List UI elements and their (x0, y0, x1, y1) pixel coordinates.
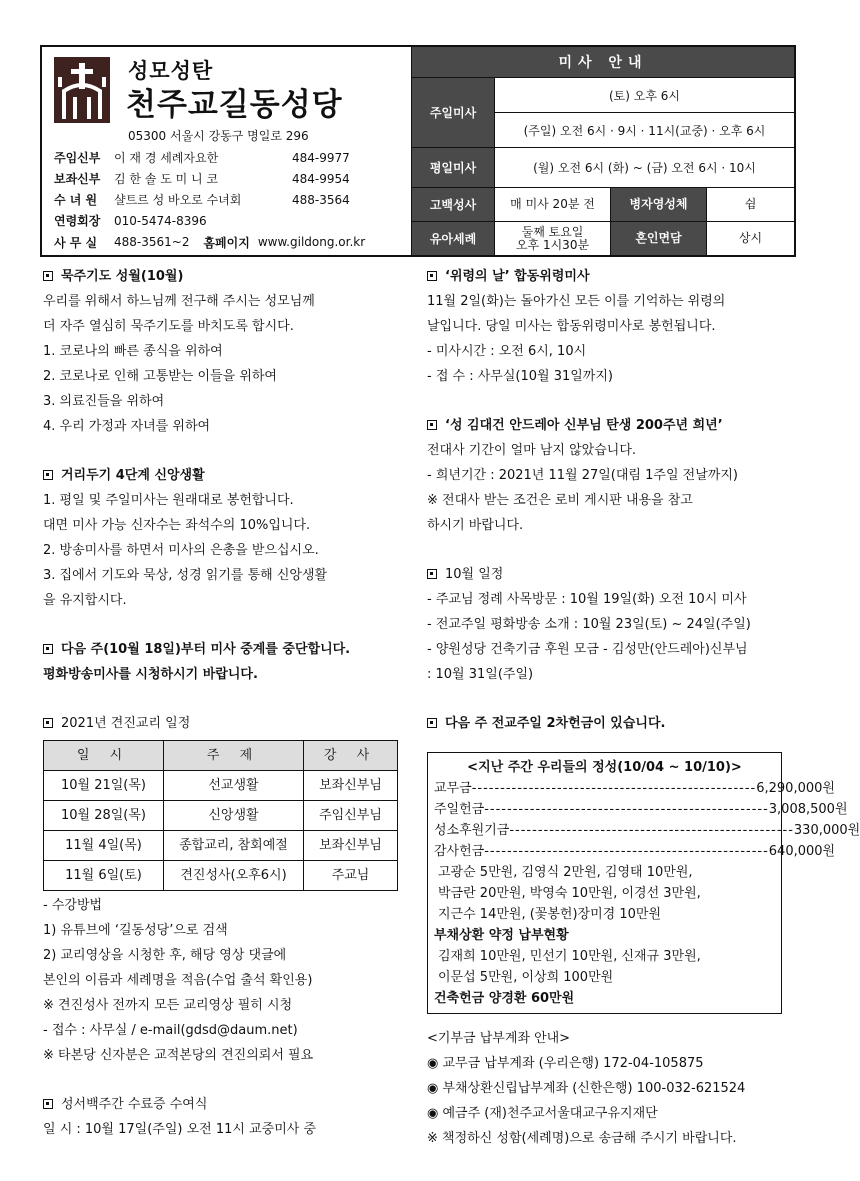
section-title (43, 1092, 403, 1117)
section-title (427, 413, 799, 438)
baptism-row (412, 221, 794, 255)
text-line: - 접 수 : 사무실(10월 31일까지) (427, 369, 613, 384)
table-cell: 주임신부님 (304, 801, 398, 831)
bible-title: 성서백주간 수료증 수여식 (61, 1097, 208, 1112)
table-row (44, 801, 398, 831)
table-header-row (44, 741, 398, 771)
baptism-label: 유아세례 (412, 222, 494, 255)
homepage-label: 홈페이지 (203, 235, 250, 250)
staff-name: 이 재 경 세례자요한 (114, 151, 219, 165)
section-title (43, 463, 403, 488)
text-line: ※ 타본당 신자분은 교적본당의 견진의뢰서 필요 (43, 1048, 314, 1063)
staff-row (54, 210, 404, 231)
confession-label: 고백성사 (412, 188, 494, 221)
church-logo-icon (54, 57, 110, 123)
square-bullet-icon (427, 718, 437, 728)
offering-line (434, 820, 860, 841)
offering-label: 성소후원기금 (434, 823, 510, 838)
account-line: ◉ 예금주 (재)천주교서울대교구유지재단 (427, 1106, 658, 1121)
marriage-label: 혼인면담 (610, 222, 706, 255)
text-line: 2. 코로나로 인해 고통받는 이들을 위하여 (43, 369, 277, 384)
staff-phone: 488-3564 (292, 192, 350, 207)
staff-phone: 484-9954 (292, 171, 350, 186)
broadcast-notice (43, 637, 403, 662)
table-cell: 주교님 (304, 861, 398, 891)
sunday-mass-row (412, 77, 794, 147)
baptism-time-line1: 둘째 토요일 (521, 224, 584, 239)
left-column (43, 264, 403, 1142)
office-row (54, 231, 404, 253)
dash-leader: -------------------------------------------------- (484, 844, 769, 859)
table-cell: 10월 21일(목) (44, 771, 164, 801)
square-bullet-icon (43, 470, 53, 480)
text-line: - 전교주일 평화방송 소개 : 10월 23일(토) ~ 24일(주일) (427, 617, 751, 632)
staff-name: 샬트르 성 바오로 수녀회 (114, 193, 242, 207)
broadcast-line2: 평화방송미사를 시청하시기 바랍니다. (43, 667, 258, 682)
text-line: 3. 의료진들을 위하여 (43, 394, 165, 409)
section-title (427, 264, 799, 289)
table-cell: 종합교리, 참회예절 (164, 831, 304, 861)
catechism-title: 2021년 견진교리 일정 (61, 716, 191, 731)
debt-line: 김재희 10만원, 민선기 10만원, 신재규 3만원, (438, 949, 701, 964)
section-title (43, 264, 403, 289)
offering-box (427, 752, 860, 1014)
offering-amount: 3,008,500원 (768, 802, 848, 817)
confession-row (412, 187, 794, 221)
parish-name: 천주교길동성당 (126, 87, 343, 123)
table-header: 주 제 (164, 741, 304, 771)
mass-schedule-title: 미사 안내 (412, 47, 794, 77)
building-fund-line: 건축헌금 양경환 60만원 (434, 991, 575, 1006)
text-line: 하시기 바랍니다. (427, 518, 524, 533)
office-phone: 488-3561~2 (114, 235, 190, 249)
table-cell: 11월 4일(목) (44, 831, 164, 861)
account-title: <기부금 납부계좌 안내> (427, 1031, 571, 1046)
table-cell: 선교생활 (164, 771, 304, 801)
offering-line (434, 799, 848, 820)
sunday-mass-label: 주일미사 (412, 78, 494, 147)
text-line: 11월 2일(화)는 돌아가신 모든 이를 기억하는 위령의 (427, 294, 726, 309)
staff-list (54, 147, 404, 253)
staff-phone: 484-9977 (292, 150, 350, 165)
square-bullet-icon (43, 644, 53, 654)
text-line: ※ 전대사 받는 조건은 로비 게시판 내용을 참고 (427, 493, 693, 508)
dash-leader: -------------------------------------------------- (484, 802, 769, 817)
table-cell: 보좌신부님 (304, 771, 398, 801)
text-line: 4. 우리 가정과 자녀를 위하여 (43, 419, 211, 434)
weekday-mass-label: 평일미사 (412, 148, 494, 187)
mass-schedule (412, 47, 794, 255)
text-line: 을 유지합시다. (43, 593, 127, 608)
text-line: ※ 견진성사 전까지 모든 교리영상 필히 시청 (43, 998, 293, 1013)
table-row (44, 771, 398, 801)
text-line: 2) 교리영상을 시청한 후, 해당 영상 댓글에 (43, 948, 287, 963)
staff-row (54, 189, 404, 210)
baptism-time (494, 222, 610, 255)
staff-name: 김 한 솔 도 미 니 코 (114, 172, 219, 186)
square-bullet-icon (43, 1099, 53, 1109)
text-line: 전대사 기간이 얼마 남지 않았습니다. (427, 443, 637, 458)
text-line: - 접수 : 사무실 / e-mail(gdsd@daum.net) (43, 1023, 298, 1038)
staff-role: 주임신부 (54, 151, 101, 165)
text-line: 1) 유튜브에 ‘길동성당’으로 검색 (43, 923, 228, 938)
bulletin-header (40, 45, 796, 257)
text-line: 우리를 위해서 하느님께 전구해 주시는 성모님께 (43, 294, 315, 309)
homepage-url[interactable]: www.gildong.or.kr (257, 235, 366, 249)
square-bullet-icon (427, 569, 437, 579)
dash-leader: -------------------------------------------------- (509, 823, 794, 838)
office-role: 사 무 실 (54, 235, 98, 250)
table-cell: 11월 6일(토) (44, 861, 164, 891)
table-cell: 보좌신부님 (304, 831, 398, 861)
table-row (44, 861, 398, 891)
square-bullet-icon (43, 271, 53, 281)
dash-leader: -------------------------------------------------- (471, 781, 757, 796)
debt-title: 부채상환 약정 납부현황 (434, 928, 569, 943)
text-line: 본인의 이름과 세례명을 적음(수업 출석 확인용) (43, 973, 313, 988)
broadcast-line1: 다음 주(10월 18일)부터 미사 중계를 중단합니다. (61, 642, 351, 657)
mission-title: 다음 주 전교주일 2차헌금이 있습니다. (445, 716, 666, 731)
table-header: 일 시 (44, 741, 164, 771)
parish-subtitle: 성모성탄 (128, 59, 214, 83)
staff-row (54, 168, 404, 189)
square-bullet-icon (427, 271, 437, 281)
staff-row (54, 147, 404, 168)
account-line: ◉ 부채상환신립납부계좌 (신한은행) 100-032-621524 (427, 1081, 746, 1096)
weekday-mass-row (412, 147, 794, 187)
memorial-title: ‘위령의 날’ 합동위령미사 (445, 269, 590, 284)
table-cell: 10월 28일(목) (44, 801, 164, 831)
account-line: ※ 책정하신 성함(세례명)으로 송금해 주시기 바랍니다. (427, 1131, 737, 1146)
text-line: 일 시 : 10월 17일(주일) 오전 11시 교중미사 중 (43, 1122, 317, 1137)
staff-role: 보좌신부 (54, 172, 101, 186)
october-title: 10월 일정 (445, 567, 504, 582)
jubilee-title: ‘성 김대건 안드레아 신부님 탄생 200주년 희년’ (445, 418, 723, 433)
text-line: 1. 코로나의 빠른 종식을 위하여 (43, 344, 223, 359)
text-line: 1. 평일 및 주일미사는 원래대로 봉헌합니다. (43, 493, 294, 508)
offering-amount: 330,000원 (793, 823, 860, 838)
table-cell: 견진성사(오후6시) (164, 861, 304, 891)
sick-communion-value: 쉼 (706, 188, 794, 221)
distance-title: 거리두기 4단계 신앙생활 (61, 468, 205, 483)
text-line: - 수강방법 (43, 898, 103, 913)
marriage-value: 상시 (706, 222, 794, 255)
sick-communion-label: 병자영성체 (610, 188, 706, 221)
staff-name: 010-5474-8396 (114, 213, 207, 228)
table-row (44, 831, 398, 861)
section-title (427, 711, 799, 736)
table-cell: 신앙생활 (164, 801, 304, 831)
offering-label: 주일헌금 (434, 802, 485, 817)
square-bullet-icon (43, 718, 53, 728)
staff-role: 수 녀 원 (54, 193, 98, 207)
text-line: 대면 미사 가능 신자수는 좌석수의 10%입니다. (43, 518, 311, 533)
text-line: 3. 집에서 기도와 묵상, 성경 읽기를 통해 신앙생활 (43, 568, 328, 583)
text-line: 2. 방송미사를 하면서 미사의 은총을 받으십시오. (43, 543, 319, 558)
thanks-line: 고광순 5만원, 김영식 2만원, 김영태 10만원, (438, 865, 693, 880)
sunday-mass-saturday: (토) 오후 6시 (494, 78, 794, 112)
rosary-title: 묵주기도 성월(10월) (61, 269, 184, 284)
text-line: - 주교님 정례 사목방문 : 10월 19일(화) 오전 10시 미사 (427, 592, 747, 607)
weekday-mass-times: (월) 오전 6시 (화) ~ (금) 오전 6시 · 10시 (494, 148, 794, 187)
table-header: 강 사 (304, 741, 398, 771)
text-line: 더 자주 열심히 묵주기도를 바치도록 합시다. (43, 319, 294, 334)
text-line: - 양원성당 건축기금 후원 모금 - 김성만(안드레아)신부님 (427, 642, 748, 657)
offering-line (434, 778, 835, 799)
thanks-line: 지근수 14만원, (꽃봉헌)장미경 10만원 (438, 907, 662, 922)
catechism-table (43, 740, 398, 891)
confession-time: 매 미사 20분 전 (494, 188, 610, 221)
right-column (427, 264, 860, 1151)
section-title (427, 562, 799, 587)
parish-address: 05300 서울시 강동구 명일로 296 (128, 129, 309, 143)
text-line: 날입니다. 당일 미사는 합동위령미사로 봉헌됩니다. (427, 319, 716, 334)
offering-amount: 640,000원 (768, 844, 836, 859)
text-line: : 10월 31일(주일) (427, 667, 534, 682)
thanks-line: 박금란 20만원, 박영숙 10만원, 이경선 3만원, (438, 886, 701, 901)
square-bullet-icon (427, 420, 437, 430)
offering-amount: 6,290,000원 (756, 781, 835, 796)
account-line: ◉ 교무금 납부계좌 (우리은행) 172-04-105875 (427, 1056, 704, 1071)
offering-label: 교무금 (434, 781, 472, 796)
staff-role: 연령회장 (54, 214, 101, 228)
offering-line (434, 841, 836, 862)
parish-info (42, 47, 412, 255)
text-line: - 희년기간 : 2021년 11월 27일(대림 1주일 전날까지) (427, 468, 738, 483)
debt-line: 이문섭 5만원, 이상희 100만원 (438, 970, 614, 985)
offering-head: <지난 주간 우리들의 정성(10/04 ~ 10/10)> (467, 760, 742, 775)
text-line: - 미사시간 : 오전 6시, 10시 (427, 344, 587, 359)
baptism-time-line2: 오후 1시30분 (515, 237, 590, 252)
section-title (43, 711, 403, 736)
sunday-mass-times: (주일) 오전 6시 · 9시 · 11시(교중) · 오후 6시 (494, 112, 794, 147)
offering-label: 감사헌금 (434, 844, 485, 859)
